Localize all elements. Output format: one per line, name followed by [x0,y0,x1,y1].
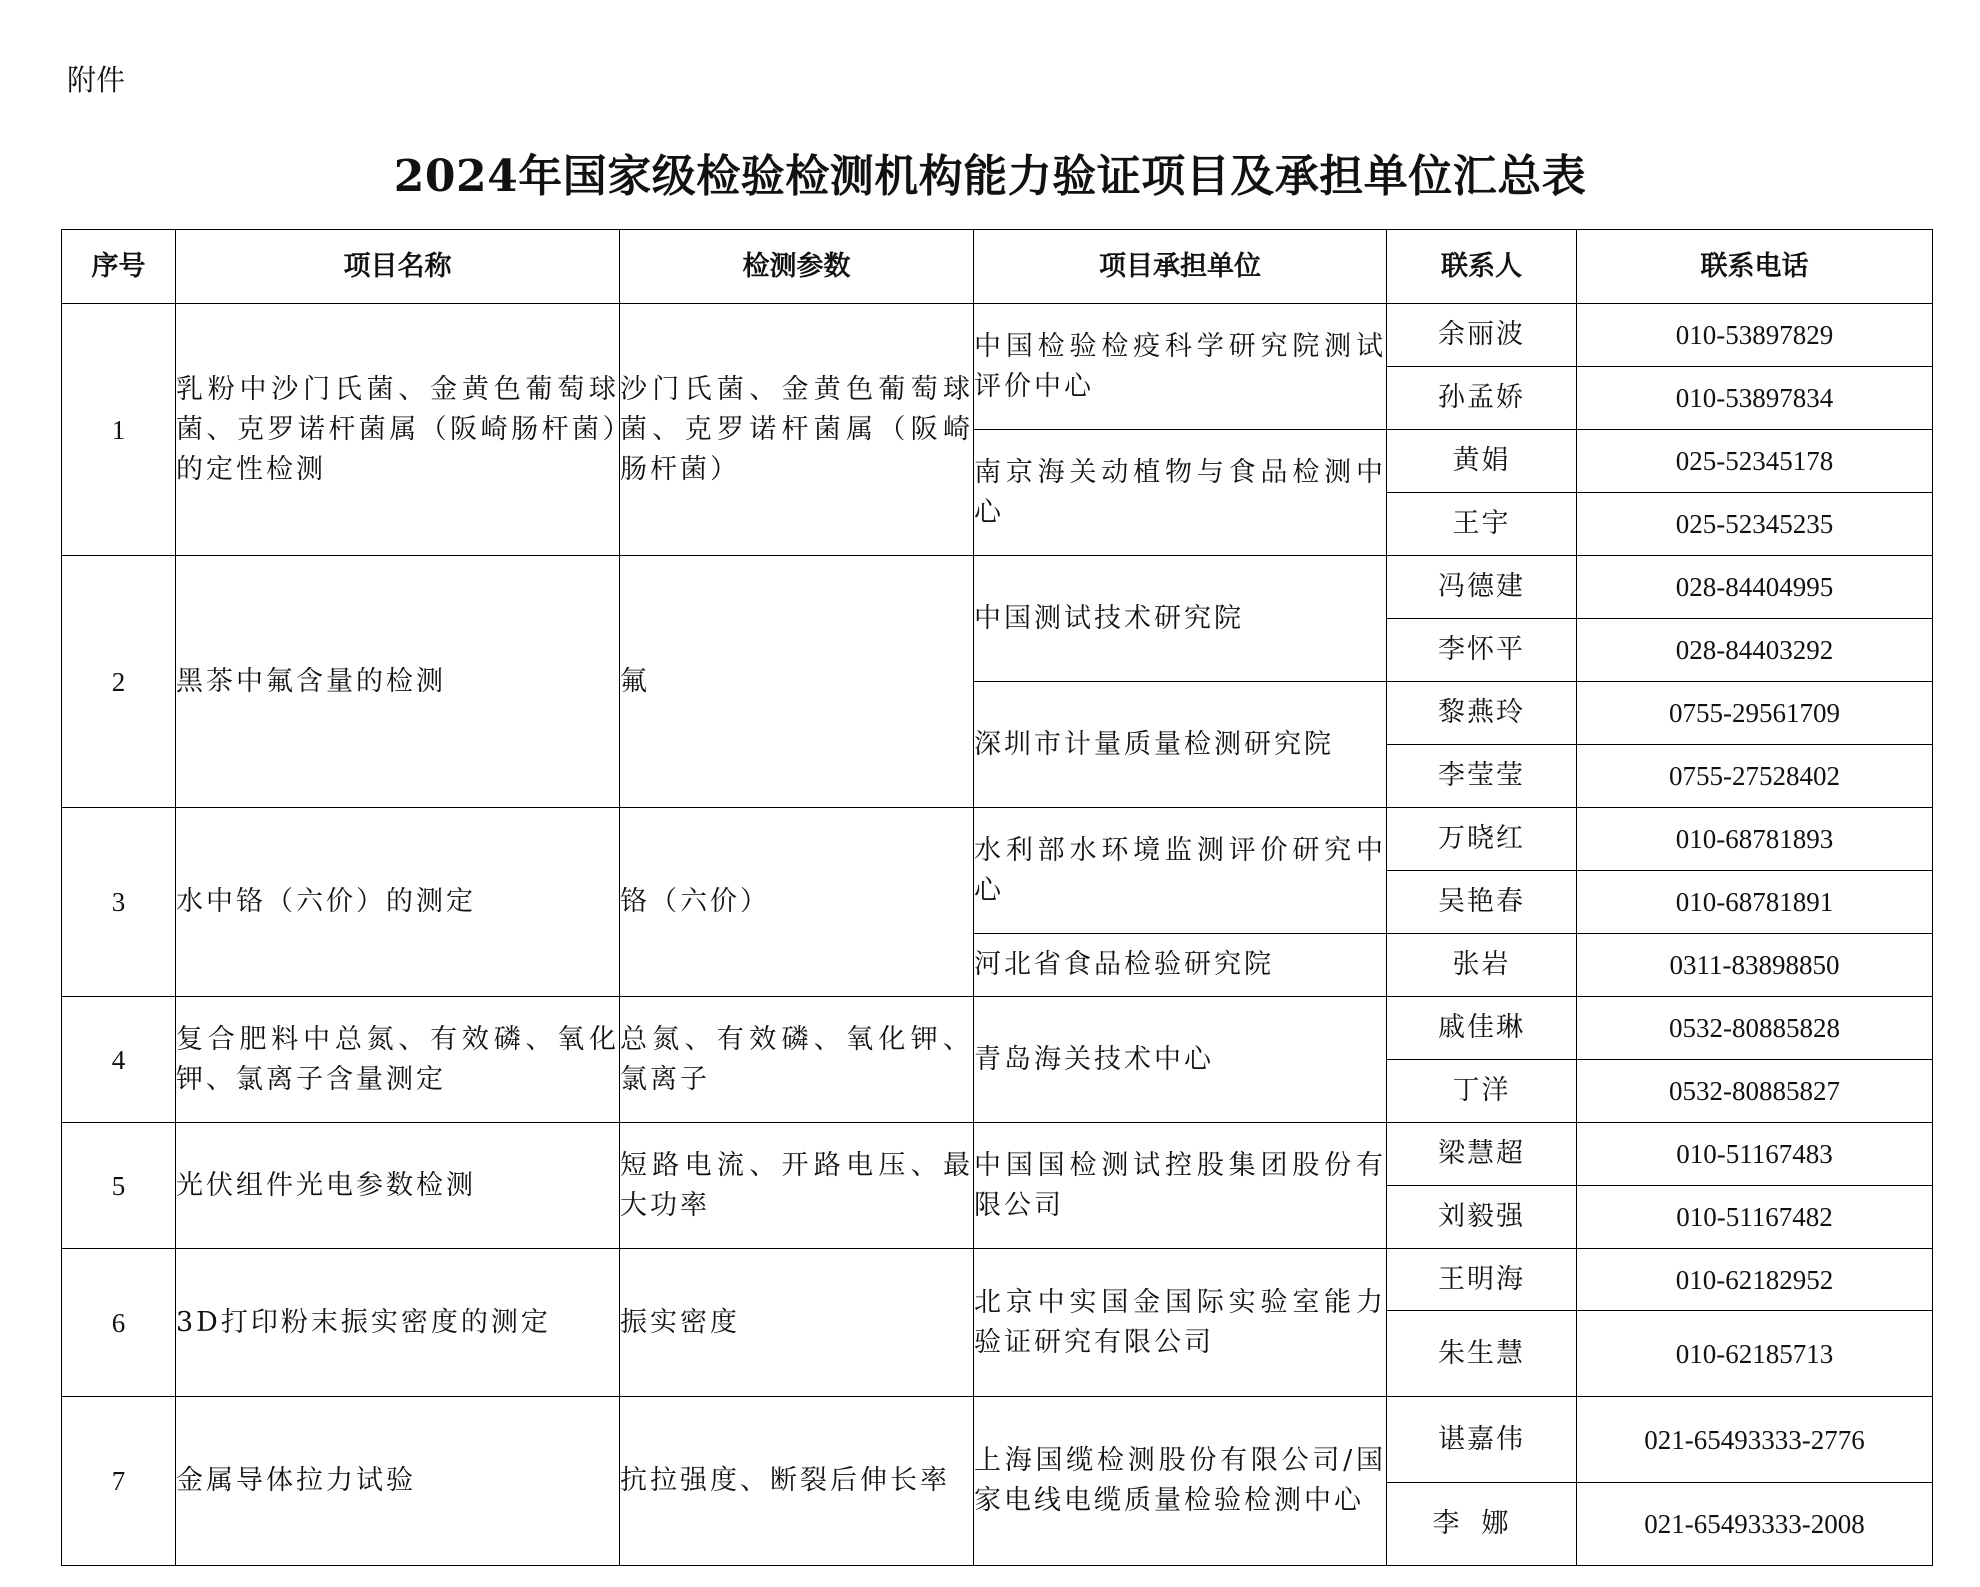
contact-person-cell: 丁洋 [1387,1060,1577,1123]
phone-cell: 0532-80885827 [1577,1060,1933,1123]
seq-cell: 7 [62,1397,176,1566]
phone-cell: 0532-80885828 [1577,997,1933,1060]
header-project: 项目名称 [176,230,620,304]
table-row [62,1397,1933,1483]
table-row [62,997,1933,1060]
unit-cell: 北京中实国金国际实验室能力验证研究有限公司 [974,1249,1387,1397]
contact-person-cell: 戚佳琳 [1387,997,1577,1060]
annex-label: 附件 [67,63,126,97]
header-phone: 联系电话 [1577,230,1933,304]
contact-person-cell: 李娜 [1387,1483,1577,1566]
header-params: 检测参数 [620,230,974,304]
unit-cell: 上海国缆检测股份有限公司/国家电线电缆质量检验检测中心 [974,1397,1387,1566]
unit-cell: 中国检验检疫科学研究院测试评价中心 [974,304,1387,430]
contact-person-cell: 王宇 [1387,493,1577,556]
unit-cell: 深圳市计量质量检测研究院 [974,682,1387,808]
phone-cell: 0755-27528402 [1577,745,1933,808]
contact-person-cell: 万晓红 [1387,808,1577,871]
contact-person-cell: 余丽波 [1387,304,1577,367]
phone-cell: 0755-29561709 [1577,682,1933,745]
contact-person-cell: 刘毅强 [1387,1186,1577,1249]
seq-cell: 2 [62,556,176,808]
table-row [62,808,1933,871]
params-cell: 总氮、有效磷、氧化钾、氯离子 [620,997,974,1123]
contact-person-cell: 王明海 [1387,1249,1577,1311]
summary-table [61,229,1933,1566]
contact-person-cell: 李莹莹 [1387,745,1577,808]
unit-cell: 中国测试技术研究院 [974,556,1387,682]
phone-cell: 028-84403292 [1577,619,1933,682]
project-name-cell: 金属导体拉力试验 [176,1397,620,1566]
unit-cell: 南京海关动植物与食品检测中心 [974,430,1387,556]
header-seq: 序号 [62,230,176,304]
phone-cell: 028-84404995 [1577,556,1933,619]
contact-person-cell: 冯德建 [1387,556,1577,619]
project-name-cell: 水中铬（六价）的测定 [176,808,620,997]
contact-person-cell: 朱生慧 [1387,1311,1577,1397]
phone-cell: 021-65493333-2008 [1577,1483,1933,1566]
seq-cell: 3 [62,808,176,997]
phone-cell: 010-62182952 [1577,1249,1933,1311]
params-cell: 短路电流、开路电压、最大功率 [620,1123,974,1249]
header-contact: 联系人 [1387,230,1577,304]
phone-cell: 010-68781891 [1577,871,1933,934]
contact-person-cell: 谌嘉伟 [1387,1397,1577,1483]
seq-cell: 1 [62,304,176,556]
unit-cell: 水利部水环境监测评价研究中心 [974,808,1387,934]
contact-person-cell: 吴艳春 [1387,871,1577,934]
contact-person-cell: 黎燕玲 [1387,682,1577,745]
page-title: 2024年国家级检验检测机构能力验证项目及承担单位汇总表 [393,151,1587,202]
table-row [62,1123,1933,1186]
params-cell: 氟 [620,556,974,808]
table-row [62,304,1933,367]
unit-cell: 青岛海关技术中心 [974,997,1387,1123]
project-name-cell: 黑茶中氟含量的检测 [176,556,620,808]
phone-cell: 010-51167482 [1577,1186,1933,1249]
params-cell: 铬（六价） [620,808,974,997]
project-name-cell: 3D打印粉末振实密度的测定 [176,1249,620,1397]
params-cell: 振实密度 [620,1249,974,1397]
contact-person-cell: 李怀平 [1387,619,1577,682]
phone-cell: 010-51167483 [1577,1123,1933,1186]
params-cell: 沙门氏菌、金黄色葡萄球菌、克罗诺杆菌属（阪崎肠杆菌） [620,304,974,556]
project-name-cell: 复合肥料中总氮、有效磷、氧化钾、氯离子含量测定 [176,997,620,1123]
unit-cell: 中国国检测试控股集团股份有限公司 [974,1123,1387,1249]
contact-person-cell: 孙孟娇 [1387,367,1577,430]
phone-cell: 010-53897829 [1577,304,1933,367]
seq-cell: 4 [62,997,176,1123]
unit-cell: 河北省食品检验研究院 [974,934,1387,997]
contact-person-cell: 张岩 [1387,934,1577,997]
project-name-cell: 光伏组件光电参数检测 [176,1123,620,1249]
header-row [62,230,1933,304]
seq-cell: 6 [62,1249,176,1397]
phone-cell: 0311-83898850 [1577,934,1933,997]
contact-person-cell: 黄娟 [1387,430,1577,493]
phone-cell: 010-62185713 [1577,1311,1933,1397]
table-row [62,1249,1933,1311]
table-row [62,556,1933,619]
params-cell: 抗拉强度、断裂后伸长率 [620,1397,974,1566]
phone-cell: 025-52345235 [1577,493,1933,556]
phone-cell: 010-53897834 [1577,367,1933,430]
phone-cell: 021-65493333-2776 [1577,1397,1933,1483]
contact-person-cell: 梁慧超 [1387,1123,1577,1186]
project-name-cell: 乳粉中沙门氏菌、金黄色葡萄球菌、克罗诺杆菌属（阪崎肠杆菌）的定性检测 [176,304,620,556]
phone-cell: 025-52345178 [1577,430,1933,493]
seq-cell: 5 [62,1123,176,1249]
phone-cell: 010-68781893 [1577,808,1933,871]
header-unit: 项目承担单位 [974,230,1387,304]
